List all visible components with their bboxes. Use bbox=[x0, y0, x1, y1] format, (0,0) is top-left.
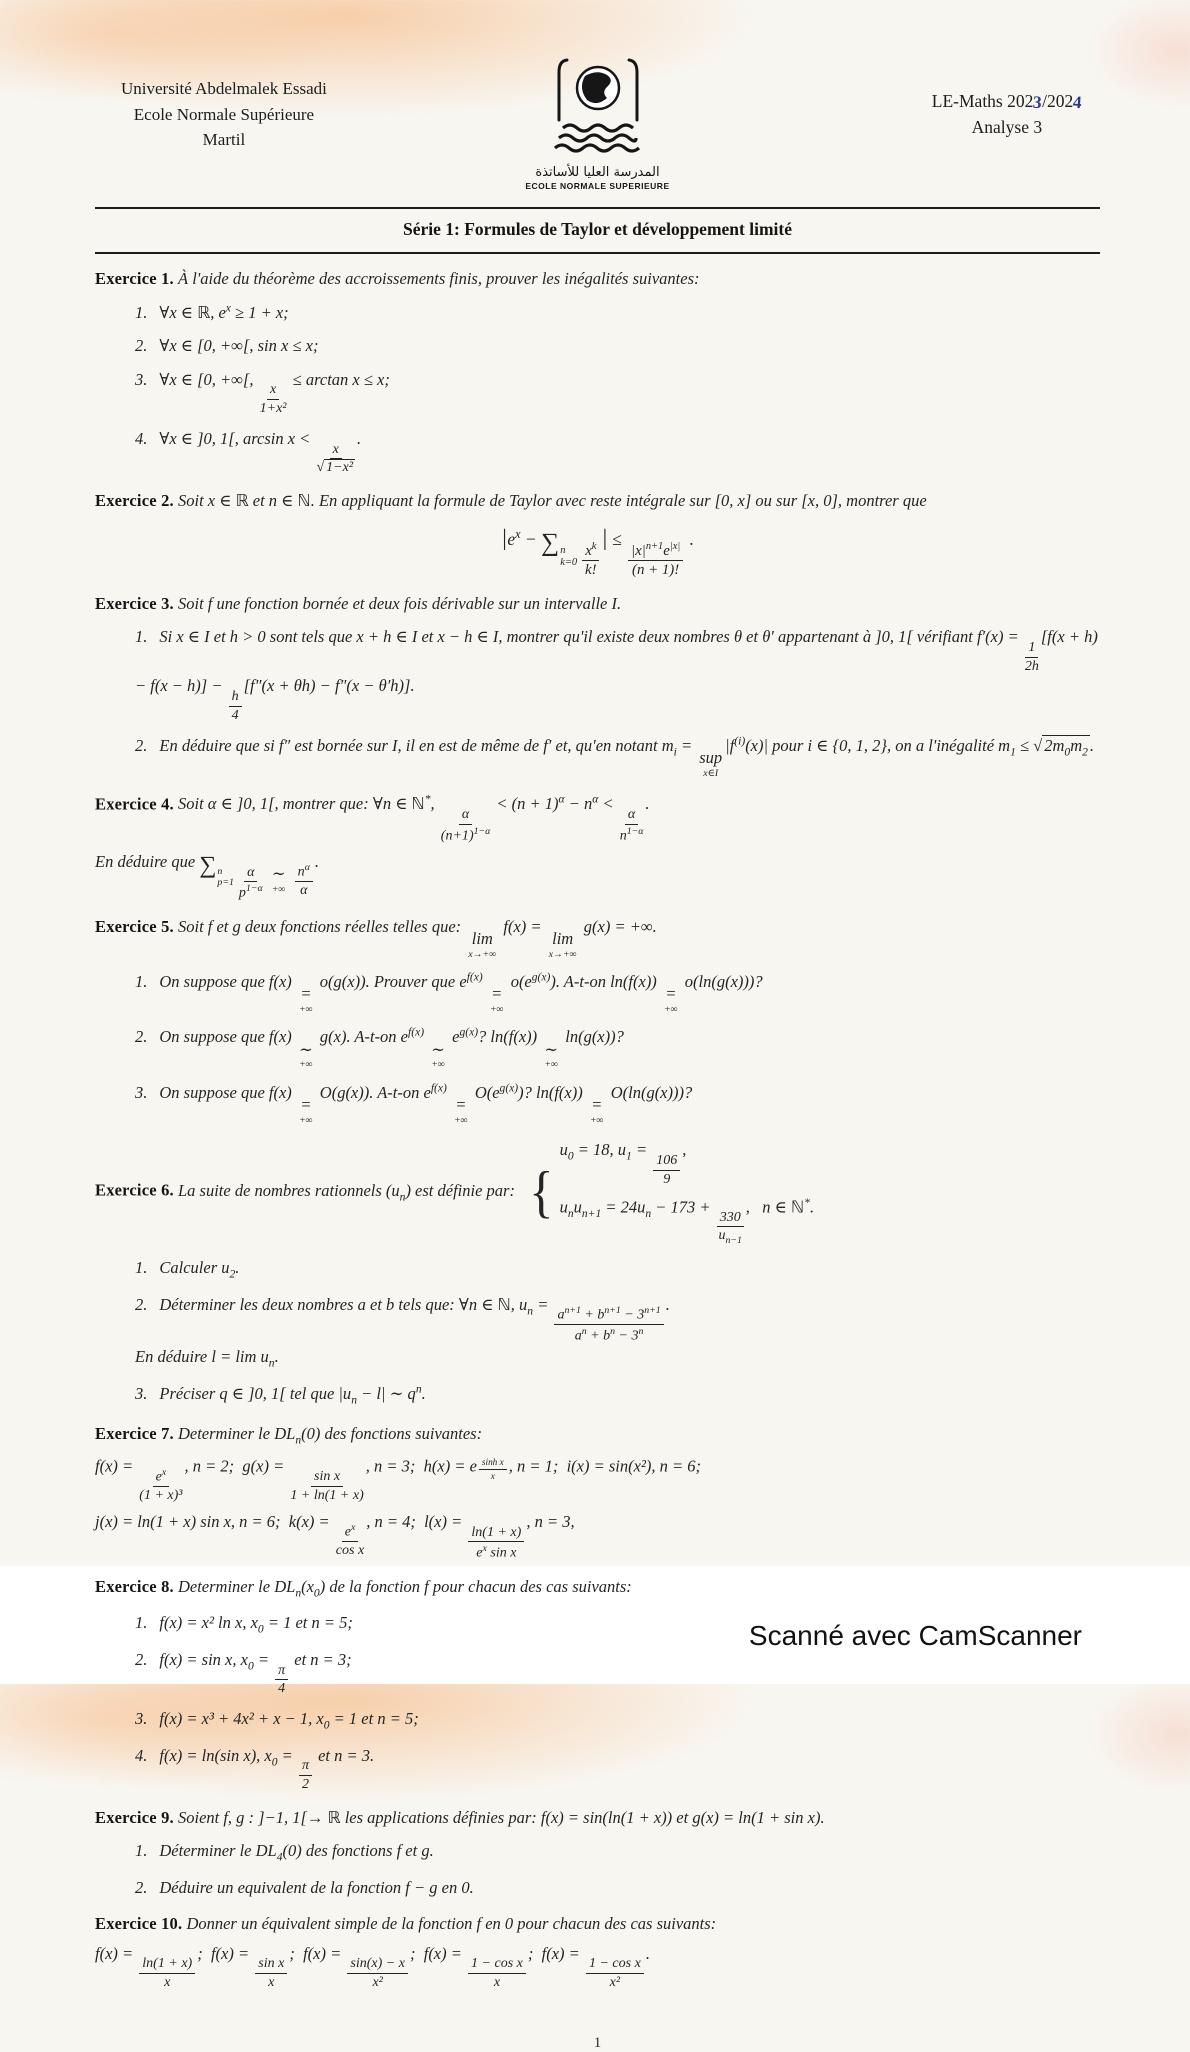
exercise-label: Exercice 5. bbox=[95, 916, 174, 936]
exercise-intro bbox=[95, 1422, 1100, 1449]
item-number: 1. bbox=[135, 1841, 148, 1861]
exercise-statement: À l'aide du théorème des accroissements finis, prouver les inégalités suivantes: bbox=[177, 269, 700, 288]
exercise bbox=[95, 1912, 1100, 1991]
item-number: 2. bbox=[135, 1027, 148, 1047]
item-text: f(x) = sin x, $x_0$ = $\frac{\pi}{4}$ et n = 3; bbox=[159, 1649, 352, 1697]
exercise-item bbox=[135, 1256, 1100, 1283]
exercise-intro bbox=[95, 915, 1100, 960]
item-text: ∀x ∈ [0, +∞[, $\frac{x}{\text{1+x²}}$ ≤ arctan x ≤ x; bbox=[159, 369, 390, 417]
exercise-statement: La suite de nombres rationnels $(u_n)$ est définie par: { $u_0 = 18$, $u_1$ = $\frac{106}{9}$ , $u_nu_{n+1} = 24u_n - 173$ + $\frac{330}{u_{n-1}}$ , n ∈ ℕ*. bbox=[177, 1140, 815, 1247]
exercise-item bbox=[135, 1744, 1100, 1793]
exercise bbox=[95, 1138, 1100, 1408]
scanned-page bbox=[95, 56, 1100, 2052]
exercise-text: f(x) = $\frac{\ln(1 + x)}{x}$ ; f(x) = $\frac{\text{sin x}}{x}$ ; f(x) = $\frac{\sin(x) - x}{\text{x²}}$ ; f(x) = $\frac{\text{1 − cos x}}{x}$ ; f(x) = $\frac{\text{1 − cos x}}{\text{x²}}$ . bbox=[95, 1943, 650, 1991]
exercise-statement: Soit f et g deux fonctions réelles telles que: lim x→+∞ f(x) = lim x→+∞ g(x) = +∞. bbox=[177, 916, 657, 960]
item-text: On suppose que f(x) = +∞ o(g(x)). Prouver que $e^{f(x)}$ = +∞ $o(e^{g(x)})$. A-t-on ln(f(x)) = +∞ o(ln(g(x)))? bbox=[159, 971, 763, 1015]
item-number: 2. bbox=[135, 736, 148, 756]
item-number: 1. bbox=[135, 1258, 148, 1278]
exercise bbox=[95, 1806, 1100, 1900]
item-text: Déterminer le $DL_4(0)$ des fonctions f et g. bbox=[159, 1841, 434, 1864]
exercise-label: Exercice 2. bbox=[95, 490, 174, 510]
exercise-item bbox=[135, 300, 1100, 324]
item-text: En déduire que si f″ est bornée sur I, il en est de même de f′ et, qu'en notant $m_i$ = sup x∈I $|f^{(i)}(x)|$ pour i ∈ {0, 1, 2}, on a l'inégalité $m_1$ ≤ √ $2m_0m_2$ . bbox=[159, 735, 1095, 779]
exercise-statement: Donner un équivalent simple de la fonction f en 0 pour chacun des cas suivants: bbox=[186, 1914, 717, 1934]
exercise-item bbox=[135, 1381, 1100, 1408]
exercise-label: Exercice 10. bbox=[95, 1914, 183, 1934]
item-text: f(x) = ln(sin x), $x_0$ = $\frac{\pi}{2}$ et n = 3. bbox=[159, 1745, 375, 1793]
school-name: Ecole Normale Supérieure bbox=[133, 104, 315, 124]
city-name: Martil bbox=[202, 130, 246, 149]
exercise-intro bbox=[95, 1912, 1100, 1935]
item-text: f(x) = x² ln x, $x_0 = 1$ et n = 5; bbox=[159, 1613, 353, 1636]
item-number: 3. bbox=[135, 1709, 148, 1729]
exercises bbox=[95, 267, 1100, 1991]
exercise-item bbox=[135, 734, 1100, 779]
item-text: On suppose que f(x) = +∞ O(g(x)). A-t-on $e^{f(x)}$ = +∞ $O(e^{g(x)})$? ln(f(x)) = +∞ O(ln(g(x)))? bbox=[159, 1082, 693, 1126]
exercise-intro bbox=[95, 592, 1100, 615]
exercise-intro bbox=[95, 1138, 1100, 1246]
item-number: 4. bbox=[135, 1745, 148, 1765]
exercise-intro bbox=[95, 489, 1100, 512]
item-text: Déduire un equivalent de la fonction f − g en 0. bbox=[159, 1877, 474, 1897]
item-text: Déterminer les deux nombres a et b tels que: ∀n ∈ ℕ, $u_n$ = $\frac{a^{n+1} + b^{n+1} - 3^{n+1}}{a^n + b^n - 3^n}$ . En déduire $l = \lim u_n$. bbox=[135, 1294, 670, 1369]
logo-arabic-text: المدرسة العليا للأساتذة bbox=[535, 165, 660, 180]
exercise-statement: Soit f une fonction bornée et deux fois dérivable sur un intervalle I. bbox=[177, 593, 622, 613]
exercise-item bbox=[135, 1648, 1100, 1697]
exercise bbox=[95, 592, 1100, 779]
exercise-item bbox=[135, 1876, 1100, 1899]
item-text: On suppose que f(x) ∼ +∞ g(x). A-t-on $e^{f(x)}$ ∼ +∞ $e^{g(x)}$? ln(f(x)) ∼ +∞ ln(g(x))? bbox=[159, 1026, 624, 1071]
display-formula: $|e^x$ − ∑ n k=0 $\frac{x^k}{k!}$ | ≤ $\frac{|x|^{n+1}e^{|x|}}{(n + 1)!}$ . bbox=[501, 525, 694, 579]
exercise-item bbox=[135, 1025, 1100, 1070]
item-text: f(x) = x³ + 4x² + x − 1, $x_0 = 1$ et n = 5; bbox=[159, 1709, 419, 1732]
exercise-intro bbox=[95, 1806, 1100, 1829]
item-text: ∀x ∈ ℝ, $e^x \ge 1 + x$; bbox=[159, 302, 289, 322]
exercise-label: Exercice 1. bbox=[95, 269, 174, 288]
series-title bbox=[95, 207, 1100, 254]
exercise-statement: Soit α ∈ ]0, 1[, montrer que: ∀n ∈ ℕ*, $\frac{\alpha}{(n+1)^{1-\alpha}}$ < $(n + 1)^\alpha - n^\alpha$ < $\frac{\alpha}{n^{1-\alpha}}$ . bbox=[177, 793, 650, 844]
exercise-label: Exercice 7. bbox=[95, 1423, 174, 1443]
exercise-label: Exercice 8. bbox=[95, 1576, 174, 1596]
item-text: Préciser q ∈ ]0, 1[ tel que $|u_n - l|$ ∼ $q^n$. bbox=[159, 1383, 426, 1407]
exercise-intro bbox=[95, 792, 1100, 844]
exercise-item bbox=[135, 625, 1100, 723]
institution-block bbox=[95, 56, 523, 153]
exercise-text: f(x) = $\frac{e^x}{\text{(1 + x)³}}$ , n = 2; g(x) = $\frac{\text{sin x}}{1 + \ln(1 + x)}$ , n = 3; h(x) = e $^{\frac{\text{sinh x}}{x}}$ , n = 1; i(x) = sin(x²), n = 6; bbox=[95, 1456, 702, 1504]
item-number: 4. bbox=[135, 428, 148, 448]
exercise-item bbox=[135, 1293, 1100, 1371]
exercise-text: j(x) = ln(1 + x) sin x, n = 6; k(x) = $\frac{e^x}{\text{cos x}}$ , n = 4; l(x) = $\frac{\ln(1 + x)}{e^x \sin x}$ , n = 3, bbox=[95, 1511, 575, 1561]
exercise-statement: Determiner le $DL_n(0)$ des fonctions suivantes: bbox=[177, 1423, 483, 1446]
exercise-statement: Soient f, g : ]−1, 1[→ ℝ les applications définies par: f(x) = sin(ln(1 + x)) et g(x) = ln(1 + sin x). bbox=[177, 1807, 825, 1827]
ens-logo-icon bbox=[523, 56, 673, 162]
ens-logo bbox=[523, 56, 673, 191]
camscanner-watermark: Scanné avec CamScanner bbox=[748, 1620, 1082, 1651]
course-year: LE-Maths 2023/2024 bbox=[931, 91, 1083, 113]
item-text: ∀x ∈ ]0, 1[, arcsin x < $\frac{x}{\text{√ 1−x²}}$ . bbox=[159, 428, 362, 476]
item-number: 1. bbox=[135, 1613, 148, 1633]
exercise-label: Exercice 9. bbox=[95, 1807, 174, 1827]
exercise-statement: Determiner le $DL_n(x_0)$ de la fonction f pour chacun des cas suivants: bbox=[177, 1576, 632, 1599]
course-block bbox=[673, 56, 1101, 141]
exercise bbox=[95, 1422, 1100, 1562]
series-title-text: Série 1: Formules de Taylor et développement limité bbox=[403, 219, 792, 239]
exercise bbox=[95, 915, 1100, 1126]
exercise-item bbox=[135, 1839, 1100, 1866]
logo-latin-text: ECOLE NORMALE SUPERIEURE bbox=[525, 181, 670, 191]
document-header bbox=[95, 56, 1100, 191]
item-text: Si x ∈ I et h > 0 sont tels que x + h ∈ I et x − h ∈ I, montrer qu'il existe deux nombres θ et θ′ appartenant à ]0, 1[ vérifiant f′(x) = $\frac{1}{2h}$ [f(x + h) − f(x − h)] − $\frac{h}{4}$ [f″(x + θh) − f″(x − θ′h)]. bbox=[135, 627, 1098, 723]
exercise-item bbox=[135, 1080, 1100, 1125]
exercise-label: Exercice 6. bbox=[95, 1181, 174, 1201]
exercise-intro bbox=[95, 267, 1100, 290]
exercise-item bbox=[135, 334, 1100, 357]
item-number: 3. bbox=[135, 369, 148, 389]
exercise-item bbox=[135, 368, 1100, 417]
exercise-item bbox=[135, 970, 1100, 1015]
exercise-item bbox=[135, 1707, 1100, 1734]
university-name: Université Abdelmalek Essadi bbox=[121, 79, 327, 98]
exercise-text: En déduire que ∑ n p=1 $\frac{\alpha}{p^{1-\alpha}}$ ∼ +∞ $\frac{n^\alpha}{\alpha}$ . bbox=[95, 852, 319, 902]
item-number: 2. bbox=[135, 1877, 148, 1897]
exercise bbox=[95, 267, 1100, 476]
item-number: 3. bbox=[135, 1082, 148, 1102]
exercise-statement: Soit x ∈ ℝ et n ∈ ℕ. En appliquant la formule de Taylor avec reste intégrale sur [0, x] ou sur [x, 0], montrer que bbox=[177, 490, 927, 510]
exercise-intro bbox=[95, 1575, 1100, 1602]
item-text: Calculer $u_2$. bbox=[159, 1258, 240, 1281]
exercise-item bbox=[135, 427, 1100, 476]
exercise bbox=[95, 489, 1100, 579]
exercise-label: Exercice 4. bbox=[95, 794, 174, 814]
item-number: 1. bbox=[135, 972, 148, 992]
item-number: 1. bbox=[135, 302, 148, 322]
exercise bbox=[95, 792, 1100, 902]
item-number: 3. bbox=[135, 1383, 148, 1403]
page-number: 1 bbox=[593, 2034, 602, 2051]
exercise-label: Exercice 3. bbox=[95, 593, 174, 613]
item-number: 2. bbox=[135, 1294, 148, 1314]
item-number: 1. bbox=[135, 627, 148, 647]
course-name: Analyse 3 bbox=[971, 117, 1043, 138]
item-text: ∀x ∈ [0, +∞[, sin x ≤ x; bbox=[159, 336, 319, 356]
item-number: 2. bbox=[135, 1649, 148, 1669]
item-number: 2. bbox=[135, 336, 148, 356]
